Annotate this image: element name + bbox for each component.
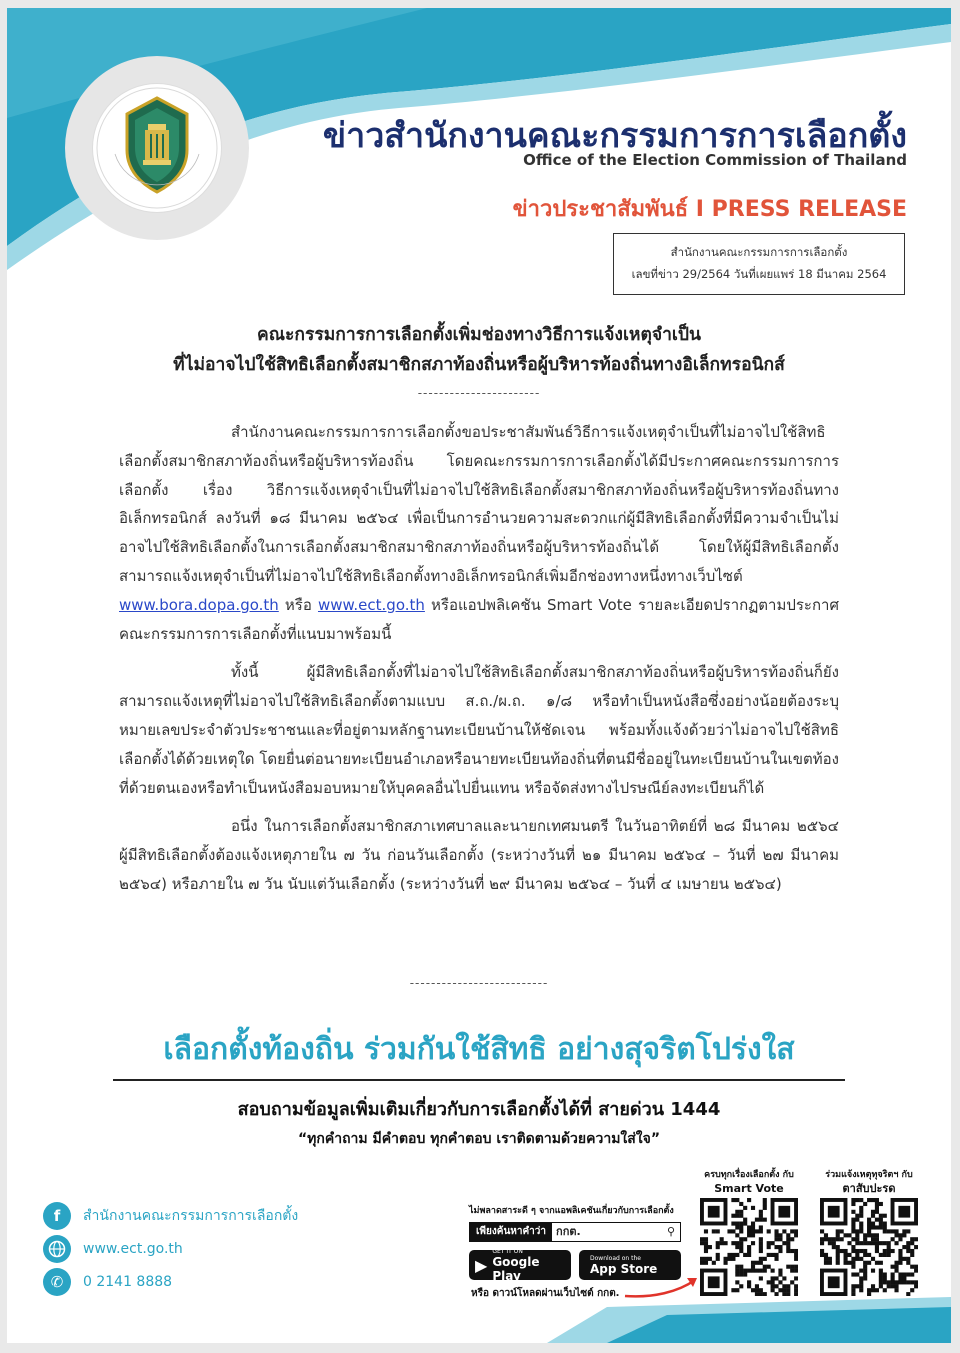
phone-label: 0 2141 8888: [83, 1274, 173, 1290]
contact-website[interactable]: [43, 1234, 183, 1264]
web-download-note: หรือ ดาวน์โหลดผ่านเว็บไซต์ กกต.: [471, 1288, 620, 1299]
hotline-inquiry: สอบถามข้อมูลเพิ่มเติมเกี่ยวกับการเลือกตั้งได้ที่ สายด่วน 1444: [237, 1099, 721, 1120]
app-search-bar: [469, 1222, 681, 1242]
press-body: [119, 418, 839, 909]
qr-code-icon[interactable]: [700, 1198, 798, 1296]
ect-logo: [93, 84, 221, 212]
google-play-icon: ▶: [475, 1255, 488, 1275]
search-label: เพียงค้นหาคำว่า: [470, 1223, 552, 1241]
app-promo-text: ไม่พลาดสาระดี ๆ จากแอพลิเคชันเกี่ยวกับการเลือกตั้ง: [469, 1206, 674, 1216]
footer-divider: [113, 1079, 845, 1081]
end-separator: --------------------------: [409, 976, 549, 990]
contact-facebook[interactable]: [43, 1201, 298, 1231]
headline-separator: -----------------------: [417, 386, 541, 400]
qr-tasapparot-caption: ร่วมแจ้งเหตุทุจริตฯ กับ ตาสับปะรด: [825, 1170, 913, 1195]
press-release-page: [7, 8, 951, 1343]
paragraph-1: สำนักงานคณะกรรมการการเลือกตั้งขอประชาสัมพันธ์วิธีการแจ้งเหตุจำเป็นที่ไม่อาจไปใช้สิทธิเลือกตั้งสมาชิกสภาท้องถิ่นหรือผู้บริหารท้องถิ่น โดยคณะกรรมการการเลือกตั้งได้มีประกาศคณะกรรมการการเลือกตั้ง เรื่อง วิธีการแจ้งเหตุจำเป็นที่ไม่อาจไปใช้สิทธิเลือกตั้งสมาชิกสภาท้องถิ่นหรือผู้บริหารท้องถิ่นทางอิเล็กทรอนิกส์ ลงวันที่ ๑๘ มีนาคม ๒๕๖๔ เพื่อเป็นการอำนวยความสะดวกแก่ผู้มีสิทธิเลือกตั้งที่มีความจำเป็นไม่อาจไปใช้สิทธิเลือกตั้งในการเลือกตั้งสมาชิกสมาชิกสภาท้องถิ่นหรือผู้บริหารท้องถิ่นได้ โดยให้ผู้มีสิทธิเลือกตั้งสามารถแจ้งเหตุจำเป็นที่ไม่อาจไปใช้สิทธิเลือกตั้งทางอิเล็กทรอนิกส์เพิ่มอีกช่องทางหนึ่งทางเว็บไซต์ www.bora.dopa.go.th หรือ www.ect.go.th หรือแอปพลิเคชัน Smart Vote รายละเอียดปรากฏตามประกาศคณะกรรมการการเลือกตั้งที่แนบมาพร้อมนี้: [119, 423, 839, 643]
qr-smartvote-caption: ครบทุกเรื่องเลือกตั้ง กับ Smart Vote: [704, 1170, 794, 1195]
paragraph-2: ทั้งนี้ ผู้มีสิทธิเลือกตั้งที่ไม่อาจไปใช้สิทธิเลือกตั้งสมาชิกสภาท้องถิ่นหรือผู้บริหารท้องถิ่นก็ยังสามารถแจ้งเหตุที่ไม่อาจไปใช้สิทธิเลือกตั้งตามแบบ ส.ถ./ผ.ถ. ๑/๘ หรือทำเป็นหนังสือซึ่งอย่างน้อยต้องระบุหมายเลขประจำตัวประชาชนและที่อยู่ตามหลักฐานทะเบียนบ้านให้ชัดเจน พร้อมทั้งแจ้งด้วยว่าไม่อาจไปใช้สิทธิเลือกตั้งได้ด้วยเหตุใด โดยยื่นต่อนายทะเบียนอำเภอหรือนายทะเบียนท้องถิ่นที่ตนมีชื่ออยู่ในทะเบียนบ้านในเขตท้องที่ด้วยตนเองหรือทำเป็นหนังสือมอบหมายให้บุคคลอื่นไปยื่นแทน หรือจัดส่งทางไปรษณีย์ลงทะเบียนก็ได้: [119, 663, 839, 797]
search-icon: ⚲: [666, 1225, 676, 1238]
search-value: กกต.: [556, 1225, 581, 1238]
headline-line-1: คณะกรรมการการเลือกตั้งเพิ่มช่องทางวิธีการแจ้งเหตุจำเป็น: [257, 325, 701, 345]
phone-icon: ✆: [43, 1268, 71, 1296]
app-store-badge[interactable]: Download on the App Store: [579, 1250, 681, 1280]
hotline-quote: “ทุกคำถาม มีคำตอบ ทุกคำตอบ เราติดตามด้วยความใส่ใจ”: [297, 1131, 661, 1147]
reference-office: สำนักงานคณะกรรมการการเลือกตั้ง: [670, 245, 848, 259]
footer-bar: [7, 1293, 951, 1343]
paragraph-3: อนึ่ง ในการเลือกตั้งสมาชิกสภาเทศบาลและนายกเทศมนตรี ในวันอาทิตย์ที่ ๒๘ มีนาคม ๒๕๖๔ ผู้มีสิทธิเลือกตั้งต้องแจ้งเหตุภายใน ๗ วัน ก่อนวันเลือกตั้ง (ระหว่างวันที่ ๒๑ มีนาคม ๒๕๖๔ – วันที่ ๒๗ มีนาคม ๒๕๖๔) หรือภายใน ๗ วัน นับแต่วันเลือกตั้ง (ระหว่างวันที่ ๒๙ มีนาคม ๒๕๖๔ – วันที่ ๔ เมษายน ๒๕๖๔): [119, 817, 839, 893]
website-label: www.ect.go.th: [83, 1241, 183, 1257]
header-title-en: Office of the Election Commission of Thailand: [523, 151, 907, 169]
reference-box: [613, 233, 905, 295]
link-bora-dopa[interactable]: www.bora.dopa.go.th: [119, 595, 279, 614]
link-ect[interactable]: www.ect.go.th: [317, 595, 425, 614]
google-play-badge[interactable]: ▶ GET IT ON Google Play: [469, 1250, 571, 1280]
facebook-icon: f: [43, 1202, 71, 1230]
qr-code-icon[interactable]: [820, 1198, 918, 1296]
facebook-label: สำนักงานคณะกรรมการการเลือกตั้ง: [83, 1208, 299, 1224]
globe-icon: [43, 1235, 71, 1263]
press-release-label: ข่าวประชาสัมพันธ์ I PRESS RELEASE: [512, 197, 907, 222]
reference-number: เลขที่ข่าว 29/2564 วันที่เผยแพร่ 18 มีนาคม 2564: [631, 267, 887, 281]
campaign-slogan: เลือกตั้งท้องถิ่น ร่วมกันใช้สิทธิ อย่างสุจริตโปร่งใส: [163, 1032, 795, 1067]
header-title-th: ข่าวสำนักงานคณะกรรมการการเลือกตั้ง: [322, 116, 907, 156]
headline-line-2: ที่ไม่อาจไปใช้สิทธิเลือกตั้งสมาชิกสภาท้องถิ่นหรือผู้บริหารท้องถิ่นทางอิเล็กทรอนิกส์: [173, 355, 785, 375]
